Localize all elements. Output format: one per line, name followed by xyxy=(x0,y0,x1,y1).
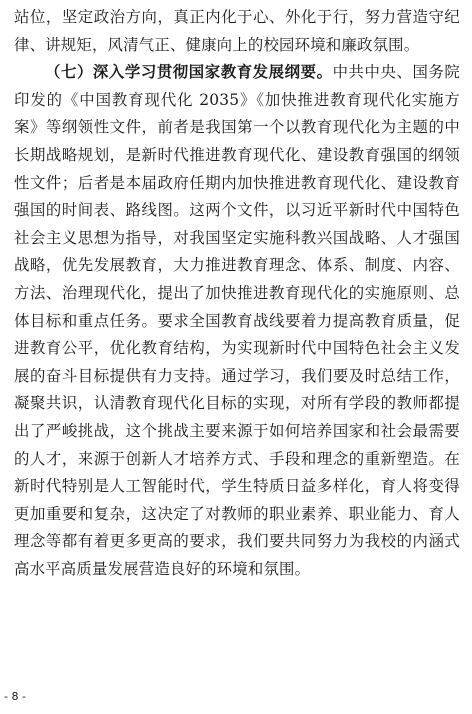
section-body-text: 中共中央、国务院印发的《中国教育现代化 2035》《加快推进教育现代化实施方案》等纲领性文件，前者是我国第一个以教育现代化为主题的中长期战略规划，是新时代推进教育现代化、建设教育强国的纲领性文件；后者是本届政府任期内加快推进教育现代化、建设教育强国的时间表、路线图。这两个文件，以习近平新时代中国特色社会主义思想为指导，对我国坚定实施科教兴国战略、人才强国战略，优先发展教育，大力推进教育理念、体系、制度、内容、方法、治理现代化，提出了加快推进教育现代化的实施原则、总体目标和重点任务。要求全国教育战线要着力提高教育质量，促进教育公平，优化教育结构，为实现新时代中国特色社会主义发展的奋斗目标提供有力支持。通过学习，我们要及时总结工作，凝聚共识，认清教育现代化目标的实现，对所有学段的教师都提出了严峻挑战，这个挑战主要来源于如何培养国家和社会最需要的人才，来源于创新人才培养方式、手段和理念的重新塑造。在新时代特别是人工智能时代，学生特质日益多样化，育人将变得更加重要和复杂，这决定了对教师的职业素养、职业能力、育人理念等都有着更多更高的要求，我们要共同努力为我校的内涵式高水平高质量发展营造良好的环境和氛围。 xyxy=(14,63,460,578)
section-heading: （七）深入学习贯彻国家教育发展纲要。 xyxy=(45,63,333,82)
document-body xyxy=(14,4,460,583)
page-number: - 8 - xyxy=(4,690,26,703)
paragraph-continuation: 站位，坚定政治方向，真正内化于心、外化于行，努力营造守纪律、讲规矩，风清气正、健康向上的校园环境和廉政氛围。 xyxy=(14,8,460,54)
section-paragraph xyxy=(14,59,460,583)
